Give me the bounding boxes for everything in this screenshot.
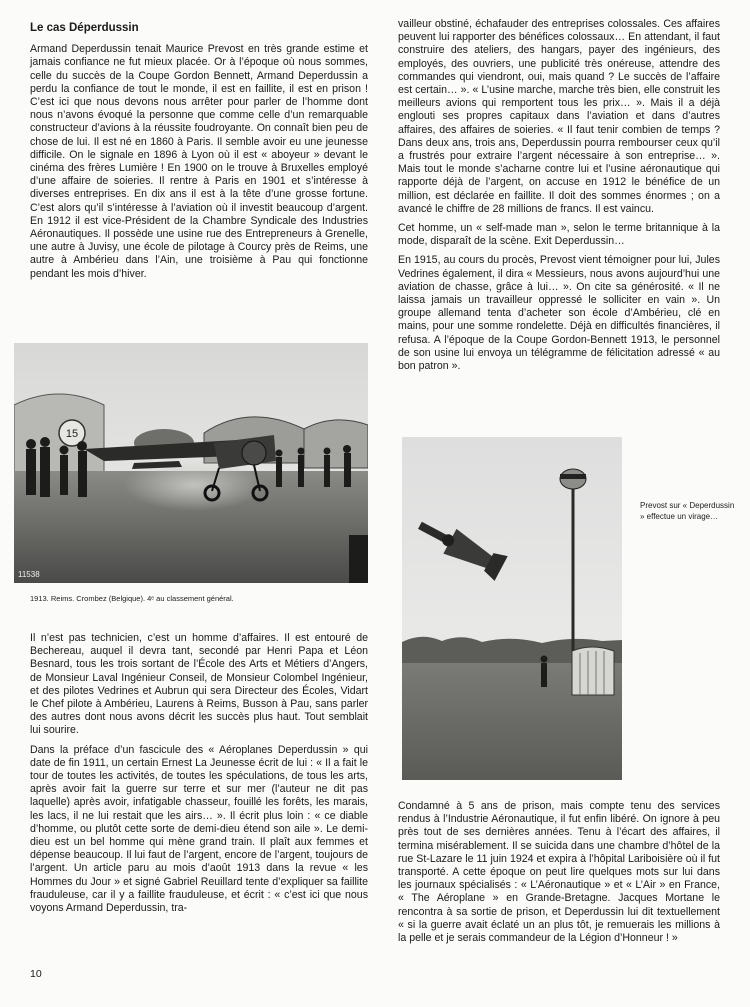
plate-number: 11538 — [18, 570, 40, 579]
photo-virage-caption: Prevost sur « Deperdussin » effectue un virage… — [640, 501, 735, 521]
page-number: 10 — [30, 968, 42, 980]
paragraph: Il n’est pas technicien, c’est un homme d’affaires. Il est entouré de Bechereau, auquel il devra tant, secondé par Henri Papa et Léon Besnard, tous les trois sortant de l’École des Arts et Métiers d’Angers, de Monsieur Laval Ingénieur Conseil, de Monsieur Colombel Ingénieur, et des pilotes Vedrines et Aubrun qui sera Directeur des Écoles, Vidart le Chef pilote à Ambérieu, Laurens à Reims, Busson à Pau, sans parler des autres dont nous avons décrit les succès plus haut. Tout semblait lui sourire. — [30, 632, 368, 737]
hangar-number: 15 — [65, 428, 79, 440]
paragraph: Armand Deperdussin tenait Maurice Prevost en très grande estime et jamais confiance ne fut mieux placée. Or à l’époque où nous sommes, celle du succès de la Coupe Gordon Bennett, Armand Deperdussin a perdu la confiance de tout le monde, il est en faillite, il est en prison ! C’est ici que nous devons nous arrêter pour parler de l’homme dont nous n’avons évoqué la personne que comme celle d’un remarquable constructeur d’avions à la réussite foudroyante. On connaît bien peu de chose de lui. Il est né en 1860 à Paris. Il semble avoir eu une jeunesse difficile. On le signale en 1896 à Lyon où il est « aboyeur » devant le cinéma des frères Lumière ! En 1900 on le trouve à Bruxelles employé d’une affaire de soieries. Il rentre à Paris en 1901 et s’intéresse à diverses entreprises. En dix ans il est à la tête d’une grosse fortune. C’est alors qu’il s’intéresse à l’aviation où il investit beaucoup d’argent. En 1912 il est vice-Président de la Chambre Syndicale des Industries Aéronautiques. Il possède une usine rue des Entrepreneurs à Grenelle, une autre à Juvisy, une école de pilotage à Courcy près de Reims, une autre à Ambérieu dans l’Ain, une troisième à Pau qui fonctionne pendant les mois d’hiver. — [30, 43, 368, 280]
left-column-bottom — [30, 632, 368, 921]
right-column-top — [398, 18, 720, 379]
paragraph: vailleur obstiné, échafauder des entreprises colossales. Ces affaires peuvent lui rapporter des bénéfices colossaux… En attendant, il faut construire des ateliers, des hangars, payer des ingénieurs, des employés, des ouvriers, une publicité très onéreuse, attendre des commandes qui viendront, oui, mais quand ? Le succès de l’affaire est certain… ». « L’usine marche, marche très bien, elle construit les meilleurs avions qui remportent tous les prix… ». Mais il a déjà englouti ses propres capitaux dans l’aviation et dans d’autres affaires, des affaires de soieries. « Il faut tenir combien de temps ? Dans deux ans, trois ans, Deperdussin pourra rembourser ceux qu’il a frustrés pour extraire l’argent nécessaire à son entreprise… ». Mais tout le monde s’acharne contre lui et l’usine aéronautique qui rapporte déjà de l’argent, on accuse en 1912 le bénéfice de un million, est déclarée en faillite. Il doit des sommes énormes ; on a avancé le chiffre de 28 millions de francs. Il est vaincu. — [398, 18, 720, 215]
left-column-top — [30, 22, 368, 287]
photo-reims-image — [14, 343, 368, 583]
paragraph: Dans la préface d’un fascicule des « Aéroplanes Deperdussin » qui date de fin 1911, un certain Ernest La Jeunesse écrit de lui : « Il a fait le tour de toutes les activités, de toutes les spéculations, de tous les arts, après avoir fait la guerre sur terre et sur mer (l’auteur ne dit pas laquelle) après avoir, infatigable chasseur, fouillé les forêts, les marais, les lacs, il ne lui restait que les airs… ». Il écrit plus loin : « ce diable d’homme, ou plutôt cette sorte de demi-dieu étend son aile ». Le demi-dieu est un bel homme qui mène grand train. Il plaît aux femmes et dépense beaucoup. Il lui faut de l’argent, encore de l’argent, toujours de l’argent. Un article paru au mois d’août 1913 dans la revue « les Hommes du Jour » et signé Gabriel Reuillard tente d’expliquer sa faillite frauduleuse, car il y a faillite frauduleuse, et écrit : « c’est ici que nous voyons Armand Deperdussin, tra- — [30, 743, 368, 915]
photo-reims-crombez — [14, 343, 368, 583]
paragraph: Condamné à 5 ans de prison, mais compte tenu des services rendus à l’Industrie Aéronautique, il fut enfin libéré. On ignore à peu près tout de ses dernières années. Tenu à l’écart des affaires, il termina misérablement. Il se suicida dans une chambre d’hôtel de la rue St-Lazare le 11 juin 1924 et expira à l’hôpital Lariboisière où il fut transporté. A cette époque on peut lire quelques mots sur lui dans les journaux spécialisés : « L’Aéronautique » et « L’Air » en France, « The Aéroplane » en Grande-Bretagne. Jacques Mortane le rencontra à sa sortie de prison, et Deperdussin lui dit textuellement « si la guerre avait éclaté un an plus tôt, je remuerais les millions à la pelle et je serais commandeur de la Légion d’Honneur ! » — [398, 800, 720, 945]
photo-virage-image — [402, 437, 622, 780]
photo-reims-caption: 1913. Reims. Crombez (Belgique). 4ᵉ au classement général. — [30, 594, 234, 603]
paragraph: Cet homme, un « self-made man », selon le terme britannique à la mode, disparaît de la scène. Exit Deperdussin… — [398, 222, 720, 248]
article-title: Le cas Déperdussin — [30, 22, 139, 34]
photo-prevost-virage — [402, 437, 622, 780]
right-column-bottom — [398, 800, 720, 951]
paragraph: En 1915, au cours du procès, Prevost vient témoigner pour lui, Jules Vedrines également, il dira « Messieurs, nous avons aujourd’hui une aviation de chasse, grâce à lui… ». On cite sa générosité. « Il ne laissa jamais un travailleur oppressé le solliciter en vain ». Un groupe allemand tenta d’acheter son école d’Ambérieu, clé en mains, pour une somme rondelette. Déjà en difficultés financières, il refusa. A l’époque de la Coupe Gordon-Bennett 1913, le personnel de son usine lui envoya un télégramme de félicitation adressé « au bon patron ». — [398, 254, 720, 373]
